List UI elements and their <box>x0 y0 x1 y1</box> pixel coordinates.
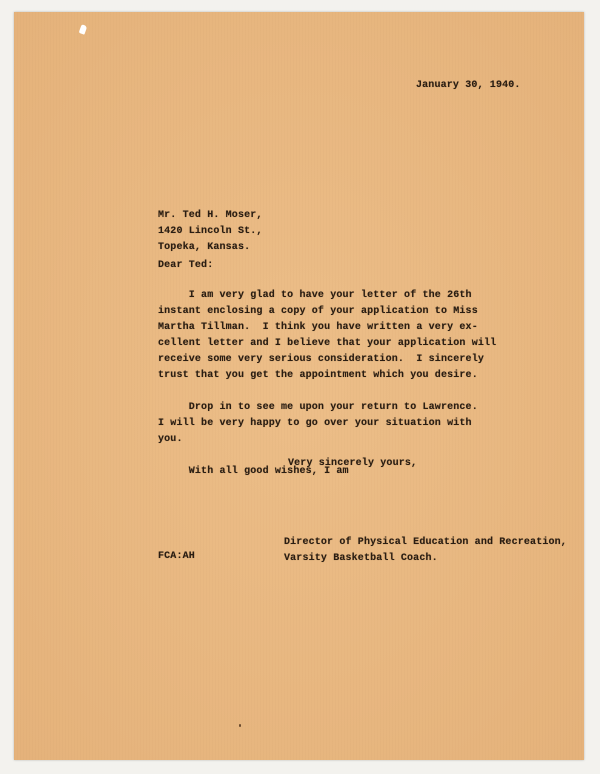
signature-block <box>284 535 567 567</box>
body-line: instant enclosing a copy of your application to Miss <box>158 306 478 317</box>
recipient-line: Topeka, Kansas. <box>158 242 251 253</box>
body-line: Drop in to see me upon your return to Lawrence. <box>158 402 478 413</box>
body-line: Martha Tillman. I think you have written a very ex- <box>158 322 478 333</box>
salutation: Dear Ted: <box>158 260 214 271</box>
recipient-line: Mr. Ted H. Moser, <box>158 210 263 221</box>
letter-page <box>14 12 584 760</box>
body-line: cellent letter and I believe that your application will <box>158 338 497 349</box>
signature-line: Varsity Basketball Coach. <box>284 553 438 564</box>
letter-date: January 30, 1940. <box>416 80 521 91</box>
signature-line: Director of Physical Education and Recreation, <box>284 537 567 548</box>
letter-body <box>158 288 496 480</box>
body-line <box>158 384 496 400</box>
body-line: you. <box>158 434 183 445</box>
reference-initials: FCA:AH <box>158 551 195 562</box>
body-line: With all good wishes, I am <box>158 466 349 477</box>
body-line: I am very glad to have your letter of the 26th <box>158 290 472 301</box>
complimentary-closing: Very sincerely yours, <box>288 458 418 469</box>
body-line: trust that you get the appointment which you desire. <box>158 370 478 381</box>
recipient-address <box>158 208 263 256</box>
paper-speck <box>79 24 88 35</box>
body-line: receive some very serious consideration. I sincerely <box>158 354 485 365</box>
paper-mark <box>239 724 241 727</box>
recipient-line: 1420 Lincoln St., <box>158 226 263 237</box>
body-line: I will be very happy to go over your situation with <box>158 418 472 429</box>
